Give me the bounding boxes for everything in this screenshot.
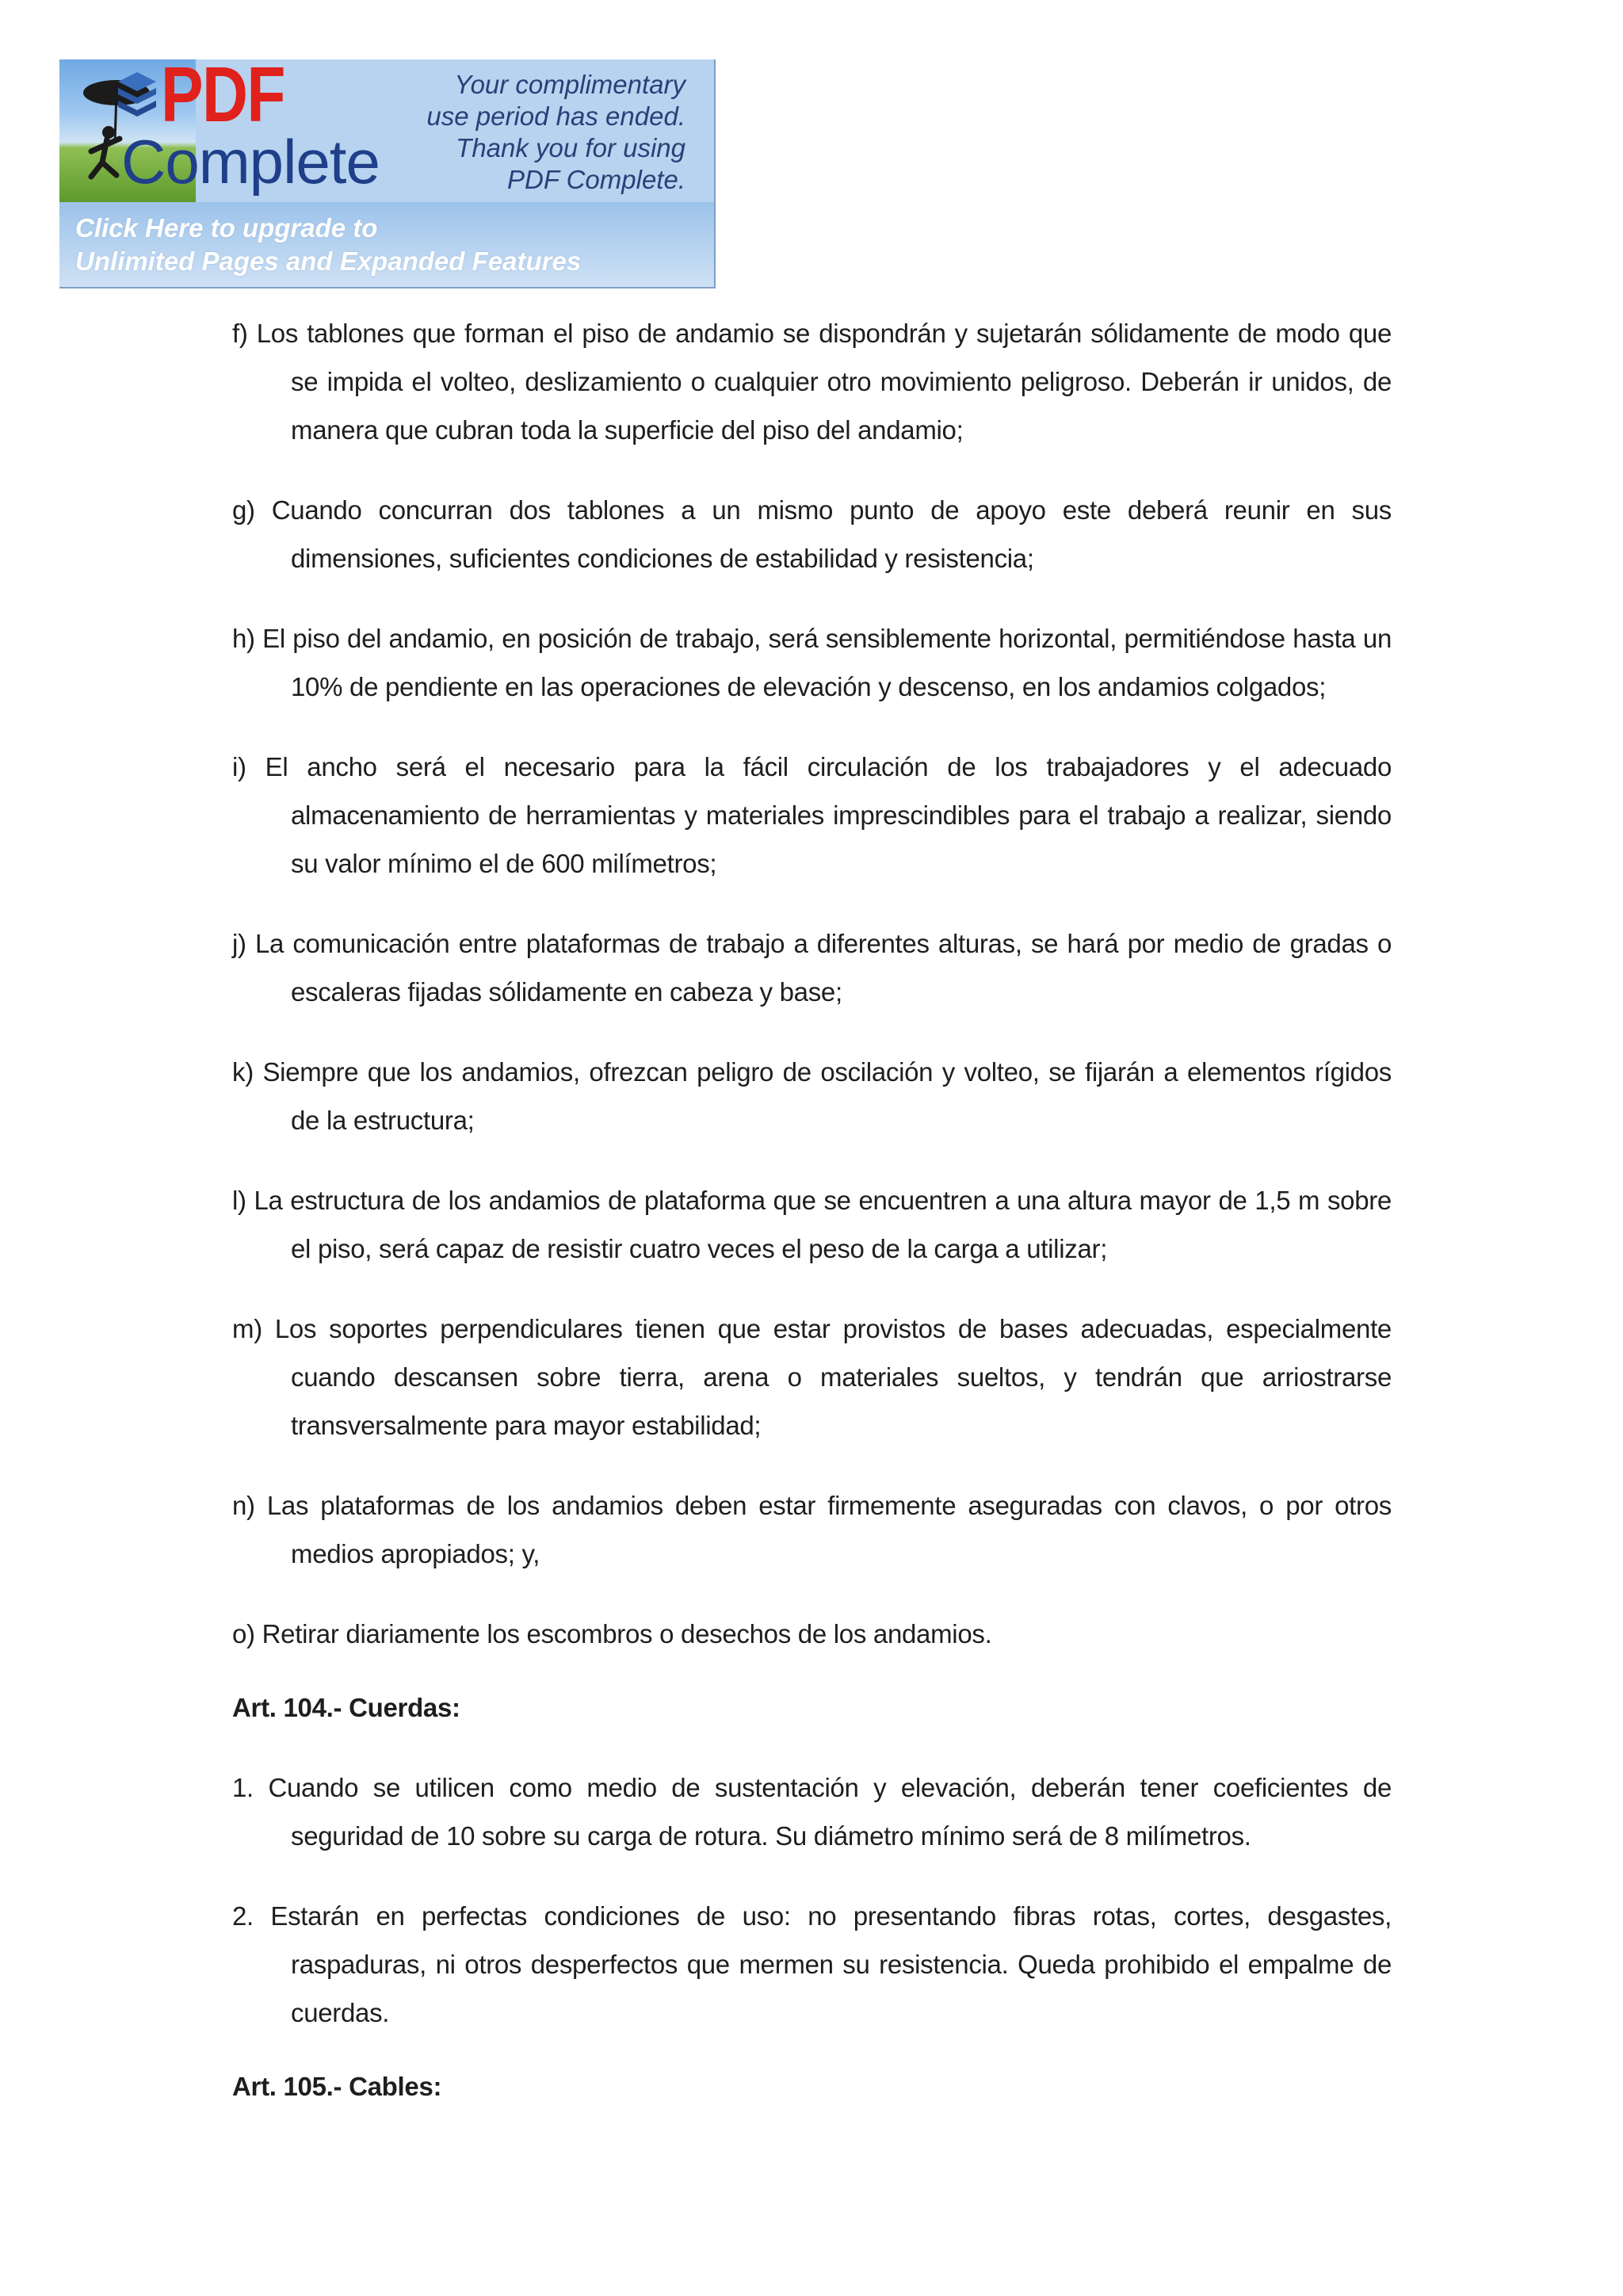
list-item: g) Cuando concurran dos tablones a un mismo punto de apoyo este deberá reunir en sus dimensiones, suficientes condiciones de estabilidad y resistencia; xyxy=(232,495,1392,573)
banner-message-line: PDF Complete. xyxy=(507,165,685,194)
document-body xyxy=(232,309,1392,2142)
logo-pdf-text: PDF xyxy=(161,59,285,138)
article-heading: Art. 105.- Cables: xyxy=(232,2072,442,2101)
list-item: m) Los soportes perpendiculares tienen que estar provistos de bases adecuadas, especialmente cuando descansen sobre tierra, arena o materiales sueltos, y tendrán que arriostrarse transversalmente para mayor estabilidad; xyxy=(232,1314,1392,1440)
list-item: o) Retirar diariamente los escombros o desechos de los andamios. xyxy=(232,1619,992,1648)
banner-message-line: Thank you for using xyxy=(456,133,685,162)
list-item: l) La estructura de los andamios de plataforma que se encuentren a una altura mayor de 1,5 m sobre el piso, será capaz de resistir cuatro veces el peso de la carga a utilizar; xyxy=(232,1186,1392,1263)
upgrade-link-line[interactable]: Unlimited Pages and Expanded Features xyxy=(75,246,582,276)
pdf-stack-icon xyxy=(116,69,158,120)
upgrade-link-line[interactable]: Click Here to upgrade to xyxy=(75,213,378,243)
list-item: h) El piso del andamio, en posición de trabajo, será sensiblemente horizontal, permitiéndose hasta un 10% de pendiente en las operaciones de elevación y descenso, en los andamios colgados; xyxy=(232,624,1392,701)
article-heading: Art. 104.- Cuerdas: xyxy=(232,1693,460,1722)
logo-complete-text: Complete xyxy=(121,127,380,197)
banner-message xyxy=(384,69,685,196)
list-item: i) El ancho será el necesario para la fácil circulación de los trabajadores y el adecuado almacenamiento de herramientas y materiales imprescindibles para el trabajo a realizar, siendo su valor mínimo el de 600 milímetros; xyxy=(232,752,1392,878)
list-item: j) La comunicación entre plataformas de trabajo a diferentes alturas, se hará por medio de gradas o escaleras fijadas sólidamente en cabeza y base; xyxy=(232,929,1392,1007)
banner-message-line: use period has ended. xyxy=(426,101,685,131)
list-item: f) Los tablones que forman el piso de andamio se dispondrán y sujetarán sólidamente de modo que se impida el volteo, deslizamiento o cualquier otro movimiento peligroso. Deberán ir unidos, de manera que cubran toda la superficie del piso del andamio; xyxy=(232,319,1392,445)
list-item: k) Siempre que los andamios, ofrezcan peligro de oscilación y volteo, se fijarán a elementos rígidos de la estructura; xyxy=(232,1057,1392,1135)
list-item: 2. Estarán en perfectas condiciones de uso: no presentando fibras rotas, cortes, desgastes, raspaduras, ni otros desperfectos que mermen su resistencia. Queda prohibido el empalme de cuerdas. xyxy=(232,1901,1392,2027)
banner-message-line: Your complimentary xyxy=(454,70,685,99)
list-item: 1. Cuando se utilicen como medio de sustentación y elevación, deberán tener coeficientes de seguridad de 10 sobre su carga de rotura. Su diámetro mínimo será de 8 milímetros. xyxy=(232,1773,1392,1851)
upgrade-link[interactable] xyxy=(59,202,714,288)
list-item: n) Las plataformas de los andamios deben estar firmemente aseguradas con clavos, o por otros medios apropiados; y, xyxy=(232,1491,1392,1568)
pdf-complete-banner[interactable] xyxy=(59,59,716,288)
